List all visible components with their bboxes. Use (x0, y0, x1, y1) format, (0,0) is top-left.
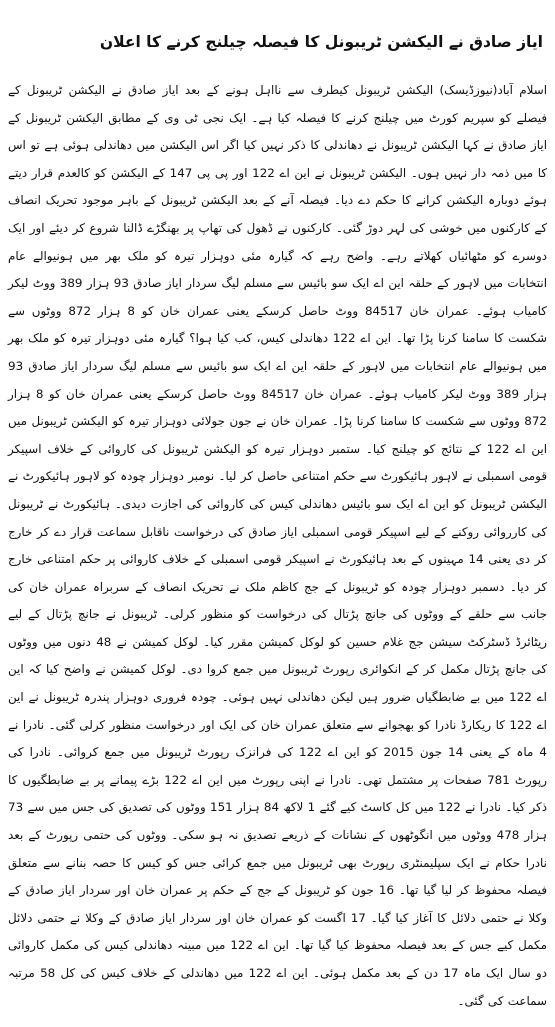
article-headline: ایاز صادق نے الیکشن ٹریبونل کا فیصلہ چیلنج کرنے کا اعلان (99, 33, 543, 51)
news-article (6, 0, 549, 1024)
article-body: اسلام آباد(نیوزڈیسک) الیکشن ٹریبونل کیطرف سے نااہل ہونے کے بعد ایاز صادق نے الیکشن ٹریبونل کے فیصلے کو سپریم کورٹ میں چیلنج کرنے کا فیصلہ کیا ہے۔ ایک نجی ٹی وی کے مطابق الیکشن ٹریبونل کے ایاز صادق نے کہا الیکشن ٹریبونل نے دھاندلی کا ذکر نہیں کیا اگر اس الیکشن میں دھاندلی ہوئی ہے تو اس کا میں ذمہ دار نہیں ہوں۔ الیکشن ٹریبونل نے این اے 122 اور پی پی 147 کے الیکشن کو کالعدم قرار دیتے ہوئے دوبارہ الیکشن کرانے کا حکم دے دیا۔ فیصلہ آنے کے بعد الیکشن ٹریبونل کے باہر موجود تحریک انصاف کے کارکنوں میں خوشی کی لہر دوڑ گئی۔ کارکنوں نے ڈھول کی تھاپ پر بھنگڑے ڈالنا شروع کر دیئے اور ایک دوسرے کو مٹھائیاں کھلاتے رہے۔ واضح رہے کہ گیارہ مئی دوہزار تیرہ کو ملک بھر میں ہونیوالے عام انتخابات میں لاہور کے حلقہ این اے ایک سو بائیس سے مسلم لیگ سردار ایاز صادق 93 ہزار 389 ووٹ لیکر کامیاب ہوئے۔ عمران خان 84517 ووٹ حاصل کرسکے یعنی عمران خان کو 8 ہزار 872 ووٹوں سے شکست کا سامنا کرنا پڑا تھا۔ این اے 122 دھاندلی کیس، کب کیا ہوا؟ گیارہ مئی دوہزار تیرہ کو ملک بھر میں ہونیوالے عام انتخابات میں لاہور کے حلقہ این اے ایک سو بائیس سے مسلم لیگ سردار ایاز صادق 93 ہزار 389 ووٹ لیکر کامیاب ہوئے۔ عمران خان 84517 ووٹ حاصل کرسکے یعنی عمران خان کو 8 ہزار 872 ووٹوں سے شکست کا سامنا کرنا پڑا۔ عمران خان نے جون جولائی دوہزار تیرہ کو الیکشن ٹریبونل میں این اے 122 کے نتائج کو چیلنج کیا۔ ستمبر دوہزار تیرہ کو الیکشن ٹریبونل کی کاروائی کے خلاف اسپیکر قومی اسمبلی نے لاہور ہائیکورٹ سے حکم امتناعی حاصل کر لیا۔ نومبر دوہزار چودہ کو لاہور ہائیکورٹ نے الیکشن ٹریبونل کو این اے ایک سو بائیس دھاندلی کیس کی کاروائی کی اجازت دیدی۔ ہائیکورٹ نے ٹریبونل کی کارروائی روکنے کے لیے اسپیکر قومی اسمبلی ایاز صادق کی درخواست ناقابل سماعت قرار دے کر خارج کر دی یعنی 14 مہینوں کے بعد ہائیکورٹ نے اسپیکر قومی اسمبلی کے خلاف کاروائی پر حکم امتناعی خارج کر دیا۔ دسمبر دوہزار چودہ کو ٹریبونل کے جج کاظم ملک نے تحریک انصاف کے سربراہ عمران خان کی جانب سے حلقے کے ووٹوں کی جانچ پڑتال کی درخواست کو منظور کرلی۔ ٹریبونل نے جانچ پڑتال کے لیے ریٹائرڈ ڈسٹرکٹ سیشن جج غلام حسین کو لوکل کمیشن مقرر کیا۔ لوکل کمیشن نے 48 دنوں میں ووٹوں کی جانچ پڑتال مکمل کر کے انکوائری رپورٹ ٹریبونل میں جمع کروا دی۔ لوکل کمیشن نے واضح کیا کہ این اے 122 میں بے ضابطگیاں ضرور ہیں لیکن دھاندلی نہیں ہوئی۔ چودہ فروری دوہزار پندرہ ٹریبونل نے این اے 122 کا ریکارڈ نادرا کو بھجوانے سے متعلق عمران خان کی ایک اور درخواست منظور کرلی گئی۔ نادرا نے 4 ماہ کے یعنی 14 جون 2015 کو این اے 122 کی فرانزک رپورٹ ٹریبونل میں جمع کروائی۔ نادرا کی رپورٹ 781 صفحات پر مشتمل تھی۔ نادرا نے اپنی رپورٹ میں این اے 122 بڑے پیمانے پر بے ضابطگیوں کا ذکر کیا۔ نادرا نے 122 میں کل کاسٹ کیے گئے 1 لاکھ 84 ہزار 151 ووٹوں کی تصدیق کی جس میں سے 73 ہزار 478 ووٹوں میں انگوٹھوں کے نشانات کے ذریعے تصدیق نہ ہو سکی۔ ووٹوں کی حتمی رپورٹ کے بعد نادرا حکام نے ایک سپلیمنٹری رپورٹ بھی ٹریبونل میں جمع کرائی جس کو کیس کا حصہ بنانے سے متعلق فیصلہ محفوظ کر لیا گیا تھا۔ 16 جون کو ٹریبونل کے جج کے حکم پر عمران خان اور سردار ایاز صادق کے وکلا نے حتمی دلائل کا آغاز کیا گیا۔ 17 اگست کو عمران خان اور سردار ایاز صادق کے وکلا نے حتمی دلائل مکمل کیے جس کے بعد فیصلہ محفوظ کیا گیا تھا۔ این اے 122 میں مبینہ دھاندلی کیس کی مکمل کاروائی دو سال ایک ماہ 17 دن کے بعد مکمل ہوئی۔ این اے 122 میں دھاندلی کے خلاف کیس کی کل 58 مرتبہ سماعت کی گئی۔ (8, 83, 548, 1008)
